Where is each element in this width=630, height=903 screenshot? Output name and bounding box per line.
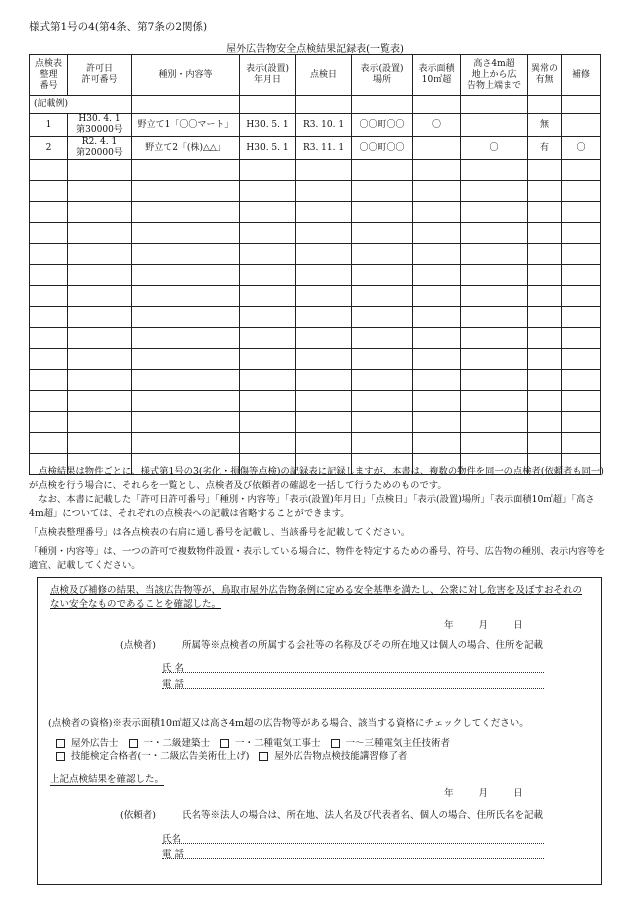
table-cell[interactable] <box>68 223 132 244</box>
table-cell <box>132 96 240 114</box>
table-cell[interactable] <box>528 181 562 202</box>
table-cell[interactable] <box>68 433 132 454</box>
inspector-note: 所属等※点検者の所属する会社等の名称及びその所在地又は個人の場合、住所を記載 <box>182 640 544 651</box>
qualification-label: 一・二級建築士 <box>143 738 211 749</box>
table-cell[interactable] <box>132 160 240 181</box>
column-header: 許可日 許可番号 <box>68 55 132 96</box>
empty-table-row <box>30 391 601 412</box>
client-date <box>444 785 523 799</box>
table-cell[interactable] <box>30 160 68 181</box>
qualification-label: 屋外広告士 <box>71 738 119 749</box>
table-cell[interactable] <box>296 244 352 265</box>
table-cell[interactable] <box>296 181 352 202</box>
qualification-checklist-row-1 <box>56 735 460 749</box>
column-header: 種別・内容等 <box>132 55 240 96</box>
table-cell[interactable] <box>413 307 461 328</box>
table-row <box>30 137 601 160</box>
table-cell[interactable] <box>352 349 413 370</box>
table-cell[interactable] <box>413 181 461 202</box>
column-header: 点検表 整理 番号 <box>30 55 68 96</box>
qualification-label: 一～三種電気主任技術者 <box>345 738 451 749</box>
table-cell[interactable] <box>528 286 562 307</box>
qualification-label: 屋外広告物点検技能講習修了者 <box>274 751 408 762</box>
table-cell[interactable] <box>240 433 296 454</box>
table-cell: 無 <box>528 114 562 137</box>
table-cell[interactable] <box>68 328 132 349</box>
table-cell[interactable] <box>352 160 413 181</box>
table-cell[interactable] <box>461 391 528 412</box>
table-cell[interactable] <box>461 328 528 349</box>
table-cell[interactable] <box>413 265 461 286</box>
qualification-label: 一・二種電気工事士 <box>235 738 321 749</box>
qualification-note: (点検者の資格)※表示面積10㎡超又は高さ4m超の広告物等がある場合、該当する資格にチェックしてください。 <box>48 718 529 729</box>
checkbox-icon[interactable] <box>220 739 229 748</box>
example-label-row <box>30 96 601 114</box>
table-cell[interactable] <box>296 223 352 244</box>
table-cell[interactable] <box>296 307 352 328</box>
table-cell[interactable] <box>461 307 528 328</box>
table-cell[interactable] <box>240 202 296 223</box>
table-cell[interactable] <box>528 370 562 391</box>
table-cell[interactable] <box>30 370 68 391</box>
table-cell[interactable] <box>296 328 352 349</box>
table-cell: R3. 11. 1 <box>296 137 352 160</box>
table-cell[interactable] <box>132 328 240 349</box>
column-header: 高さ4m超 地上から広 告物上端まで <box>461 55 528 96</box>
table-cell[interactable] <box>30 181 68 202</box>
table-cell[interactable] <box>296 433 352 454</box>
empty-table-row <box>30 202 601 223</box>
table-cell <box>240 96 296 114</box>
table-cell[interactable] <box>68 412 132 433</box>
client-name-field[interactable] <box>162 831 544 843</box>
table-cell[interactable] <box>528 244 562 265</box>
inspector-phone-field[interactable] <box>162 676 544 688</box>
inspector-name-label: 氏 名 <box>162 663 185 674</box>
table-cell: 2 <box>30 137 68 160</box>
note-paragraph-3: 「点検表整理番号」は各点検表の右肩に通し番号を記載し、当該番号を記載してください。 <box>29 527 411 538</box>
table-cell[interactable] <box>132 223 240 244</box>
column-header: 異常の 有無 <box>528 55 562 96</box>
table-cell: 有 <box>528 137 562 160</box>
table-cell[interactable] <box>528 328 562 349</box>
note-paragraph-1: 点検結果は物件ごとに、様式第1号の3(劣化・損傷等点検)の記録表に記録しますが、本書は、複数の物件を同一の点検者(依頼者も同一)が点検を行う場合に、それらを一覧とし、点検者及び依頼者の確認を一括して行うためのものです。 <box>29 466 604 491</box>
empty-table-row <box>30 370 601 391</box>
table-cell[interactable] <box>562 286 601 307</box>
table-cell <box>352 96 413 114</box>
table-cell[interactable] <box>413 370 461 391</box>
table-cell[interactable] <box>296 265 352 286</box>
table-cell[interactable] <box>68 286 132 307</box>
table-cell[interactable] <box>30 433 68 454</box>
table-cell[interactable] <box>413 244 461 265</box>
table-cell[interactable] <box>461 223 528 244</box>
table-cell[interactable] <box>562 265 601 286</box>
table-cell: 1 <box>30 114 68 137</box>
inspector-name-field[interactable] <box>162 660 544 672</box>
table-cell[interactable] <box>296 412 352 433</box>
client-date-year: 年 <box>444 788 454 799</box>
table-cell[interactable] <box>68 349 132 370</box>
inspector-phone-label: 電 話 <box>162 679 185 690</box>
table-cell[interactable] <box>296 391 352 412</box>
empty-table-row <box>30 286 601 307</box>
table-row <box>30 114 601 137</box>
client-phone-label: 電 話 <box>162 849 185 860</box>
table-cell[interactable] <box>461 349 528 370</box>
table-cell[interactable] <box>132 391 240 412</box>
table-cell[interactable] <box>528 307 562 328</box>
table-cell <box>413 137 461 160</box>
table-cell[interactable] <box>132 307 240 328</box>
table-cell[interactable] <box>132 433 240 454</box>
table-cell[interactable] <box>352 307 413 328</box>
table-cell[interactable] <box>240 349 296 370</box>
table-cell[interactable] <box>132 202 240 223</box>
table-cell <box>562 114 601 137</box>
table-cell[interactable] <box>296 286 352 307</box>
table-cell[interactable] <box>413 202 461 223</box>
empty-table-row <box>30 349 601 370</box>
table-cell: 〇〇町〇〇 <box>352 114 413 137</box>
table-cell[interactable] <box>296 349 352 370</box>
table-cell[interactable] <box>528 160 562 181</box>
table-cell[interactable] <box>352 412 413 433</box>
table-cell[interactable] <box>413 160 461 181</box>
empty-table-row <box>30 244 601 265</box>
table-cell[interactable] <box>240 160 296 181</box>
table-cell[interactable] <box>68 265 132 286</box>
table-cell[interactable] <box>461 244 528 265</box>
table-cell[interactable] <box>528 223 562 244</box>
table-cell[interactable] <box>562 223 601 244</box>
table-cell[interactable] <box>528 265 562 286</box>
explanatory-notes <box>29 465 606 573</box>
confirmation-section <box>37 577 602 885</box>
column-header: 点検日 <box>296 55 352 96</box>
qualification-option[interactable] <box>259 751 407 762</box>
table-cell[interactable] <box>30 307 68 328</box>
table-cell[interactable] <box>352 391 413 412</box>
document-title: 屋外広告物安全点検結果記録表(一覧表) <box>226 44 404 55</box>
table-cell[interactable] <box>562 349 601 370</box>
client-date-day: 日 <box>513 788 523 799</box>
table-cell[interactable] <box>352 265 413 286</box>
client-label: (依頼者) <box>120 810 156 821</box>
table-cell[interactable] <box>68 307 132 328</box>
qualification-checklist-row-2 <box>56 748 417 762</box>
table-cell[interactable] <box>528 391 562 412</box>
table-cell <box>413 96 461 114</box>
table-header-row <box>30 55 601 96</box>
table-cell[interactable] <box>528 349 562 370</box>
table-cell[interactable] <box>296 202 352 223</box>
table-cell[interactable] <box>352 328 413 349</box>
table-cell[interactable] <box>461 370 528 391</box>
table-cell[interactable] <box>413 391 461 412</box>
table-cell[interactable] <box>132 370 240 391</box>
table-cell <box>528 96 562 114</box>
table-cell[interactable] <box>30 328 68 349</box>
table-cell[interactable] <box>352 181 413 202</box>
table-cell[interactable] <box>461 181 528 202</box>
table-cell[interactable] <box>461 265 528 286</box>
column-header: 表示(設置) 年月日 <box>240 55 296 96</box>
table-cell[interactable] <box>528 202 562 223</box>
example-label: (記載例) <box>30 96 132 114</box>
table-cell[interactable] <box>352 202 413 223</box>
table-cell[interactable] <box>562 328 601 349</box>
table-cell[interactable] <box>528 412 562 433</box>
table-cell <box>461 96 528 114</box>
empty-table-row <box>30 223 601 244</box>
table-cell[interactable] <box>240 370 296 391</box>
table-cell[interactable] <box>562 433 601 454</box>
table-cell: 野立て2「(株)△△」 <box>132 137 240 160</box>
table-cell[interactable] <box>30 412 68 433</box>
empty-table-row <box>30 328 601 349</box>
table-cell[interactable] <box>562 160 601 181</box>
table-cell[interactable] <box>30 223 68 244</box>
table-cell: 〇 <box>413 114 461 137</box>
table-cell[interactable] <box>562 391 601 412</box>
table-cell <box>296 96 352 114</box>
column-header: 補修 <box>562 55 601 96</box>
table-cell[interactable] <box>296 160 352 181</box>
table-cell: 野立て1「〇〇マート」 <box>132 114 240 137</box>
table-cell[interactable] <box>413 328 461 349</box>
table-cell[interactable] <box>352 286 413 307</box>
date-day: 日 <box>513 620 523 631</box>
inspector-label: (点検者) <box>120 640 156 651</box>
table-cell[interactable] <box>413 349 461 370</box>
table-cell[interactable] <box>30 391 68 412</box>
date-year: 年 <box>444 620 454 631</box>
table-cell[interactable] <box>68 202 132 223</box>
table-cell[interactable] <box>461 160 528 181</box>
table-cell[interactable] <box>68 181 132 202</box>
form-number: 様式第1号の4(第4条、第7条の2関係) <box>29 21 208 33</box>
table-cell[interactable] <box>562 202 601 223</box>
table-cell: 〇 <box>461 137 528 160</box>
client-note: 氏名等※法人の場合は、所在地、法人名及び代表者名、個人の場合、住所氏名を記載 <box>182 810 544 821</box>
table-cell[interactable] <box>132 244 240 265</box>
checkbox-icon[interactable] <box>56 752 65 761</box>
table-cell[interactable] <box>68 160 132 181</box>
table-cell[interactable] <box>352 433 413 454</box>
table-cell[interactable] <box>240 286 296 307</box>
table-cell[interactable] <box>413 223 461 244</box>
client-confirm-text: 上記点検結果を確認した。 <box>50 771 164 786</box>
table-cell[interactable] <box>352 244 413 265</box>
table-cell[interactable] <box>562 412 601 433</box>
table-cell[interactable] <box>132 286 240 307</box>
empty-table-row <box>30 412 601 433</box>
table-cell[interactable] <box>132 265 240 286</box>
checkbox-icon[interactable] <box>259 752 268 761</box>
column-header: 表示(設置) 場所 <box>352 55 413 96</box>
table-cell[interactable] <box>68 391 132 412</box>
table-cell[interactable] <box>30 265 68 286</box>
table-cell[interactable] <box>240 412 296 433</box>
table-cell[interactable] <box>240 391 296 412</box>
table-cell[interactable] <box>30 349 68 370</box>
table-cell[interactable] <box>562 370 601 391</box>
table-cell[interactable] <box>68 244 132 265</box>
table-cell <box>461 114 528 137</box>
table-cell[interactable] <box>562 181 601 202</box>
table-cell: H30. 4. 1 第30000号 <box>68 114 132 137</box>
inspector-date <box>444 617 523 631</box>
table-cell[interactable] <box>296 370 352 391</box>
table-cell[interactable] <box>562 307 601 328</box>
table-cell[interactable] <box>413 433 461 454</box>
confirmation-statement: 点検及び補修の結果、当該広告物等が、鳥取市屋外広告物条例に定める安全基準を満たし、公衆に対し危害を及ぼすおそれのない安全なものであることを確認した。 <box>50 585 583 610</box>
table-cell[interactable] <box>528 433 562 454</box>
table-cell[interactable] <box>240 328 296 349</box>
empty-table-row <box>30 160 601 181</box>
table-cell[interactable] <box>30 244 68 265</box>
table-cell[interactable] <box>132 349 240 370</box>
checkbox-icon[interactable] <box>331 739 340 748</box>
checkbox-icon[interactable] <box>56 739 65 748</box>
empty-table-row <box>30 265 601 286</box>
table-cell[interactable] <box>461 412 528 433</box>
table-cell[interactable] <box>461 286 528 307</box>
qualification-option[interactable] <box>56 751 249 762</box>
client-phone-field[interactable] <box>162 846 544 858</box>
table-cell <box>562 96 601 114</box>
table-cell[interactable] <box>132 181 240 202</box>
table-cell[interactable] <box>68 370 132 391</box>
table-cell[interactable] <box>240 244 296 265</box>
checkbox-icon[interactable] <box>129 739 138 748</box>
table-cell[interactable] <box>132 412 240 433</box>
table-cell[interactable] <box>240 181 296 202</box>
table-cell: 〇〇町〇〇 <box>352 137 413 160</box>
table-cell[interactable] <box>413 286 461 307</box>
table-cell[interactable] <box>352 370 413 391</box>
table-cell: 〇 <box>562 137 601 160</box>
empty-table-row <box>30 433 601 454</box>
empty-table-row <box>30 181 601 202</box>
table-cell[interactable] <box>30 202 68 223</box>
table-cell[interactable] <box>413 412 461 433</box>
column-header: 表示面積 10㎡超 <box>413 55 461 96</box>
table-cell[interactable] <box>240 223 296 244</box>
table-cell[interactable] <box>461 433 528 454</box>
note-paragraph-4: 「種別・内容等」は、一つの許可で複数物件設置・表示している場合に、物件を特定するための番号、符号、広告物の種別、表示内容等を適宜、記載してください。 <box>29 546 606 571</box>
client-date-month: 月 <box>478 788 489 799</box>
empty-table-row <box>30 307 601 328</box>
table-cell: R2. 4. 1 第20000号 <box>68 137 132 160</box>
table-cell[interactable] <box>562 244 601 265</box>
table-cell: H30. 5. 1 <box>240 137 296 160</box>
table-cell[interactable] <box>352 223 413 244</box>
table-cell: R3. 10. 1 <box>296 114 352 137</box>
table-cell[interactable] <box>240 307 296 328</box>
note-paragraph-2: なお、本書に記載した「許可日許可番号」「種別・内容等」「表示(設置)年月日」「点検日」「表示(設置)場所」「表示面積10㎡超」「高さ4m超」については、それぞれの点検表への記載は省略することができます。 <box>29 494 595 519</box>
table-cell[interactable] <box>30 286 68 307</box>
table-cell: H30. 5. 1 <box>240 114 296 137</box>
client-name-label: 氏名 <box>162 834 182 845</box>
qualification-label: 技能検定合格者(一・二級広告美術仕上げ) <box>71 751 250 762</box>
table-cell[interactable] <box>240 265 296 286</box>
table-cell[interactable] <box>461 202 528 223</box>
inspection-results-table <box>29 54 601 475</box>
date-month: 月 <box>478 620 489 631</box>
